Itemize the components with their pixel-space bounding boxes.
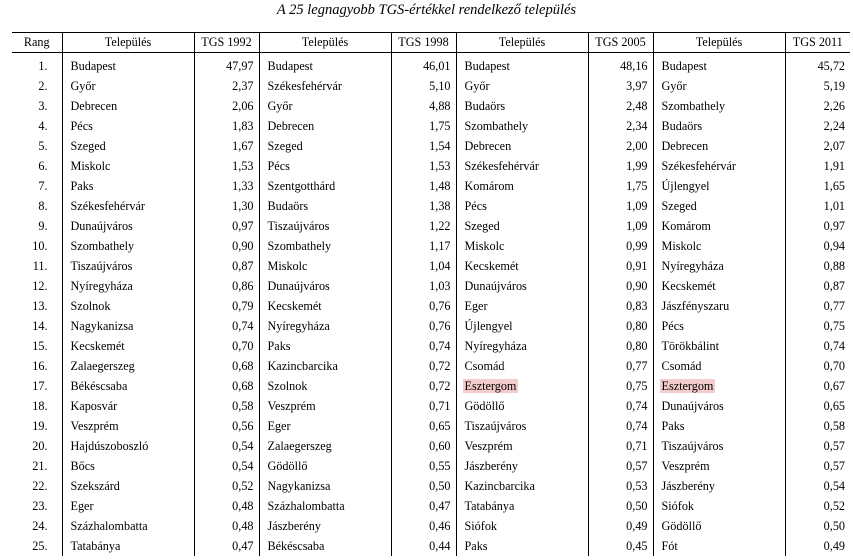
table-caption: A 25 legnagyobb TGS-értékkel rendelkező település xyxy=(276,2,577,18)
table-row xyxy=(12,256,850,276)
header-telepules-1998: Település xyxy=(259,33,391,53)
tgs-1992: 0,70 xyxy=(194,336,259,356)
tgs-2011: 45,72 xyxy=(785,53,850,77)
tgs-1992: 0,86 xyxy=(194,276,259,296)
city-2011 xyxy=(653,376,785,396)
city-1992: Debrecen xyxy=(62,96,194,116)
city-1998: Győr xyxy=(259,96,391,116)
tgs-1998: 1,75 xyxy=(391,116,456,136)
tgs-1992: 0,48 xyxy=(194,516,259,536)
rank-cell: 12. xyxy=(32,278,48,293)
city-2011: Szeged xyxy=(653,196,785,216)
tgs-1998: 0,74 xyxy=(391,336,456,356)
rank-cell: 5. xyxy=(38,138,48,153)
city-1992: Miskolc xyxy=(62,156,194,176)
city-1992: Tatabánya xyxy=(62,536,194,556)
table-row xyxy=(12,136,850,156)
tgs-1998: 0,60 xyxy=(391,436,456,456)
city-1998: Százhalombatta xyxy=(259,496,391,516)
tgs-1992: 0,47 xyxy=(194,536,259,556)
city-2005: Paks xyxy=(456,536,588,556)
rank-cell: 15. xyxy=(32,338,48,353)
tgs-2011: 0,70 xyxy=(785,356,850,376)
rank-cell: 10. xyxy=(32,238,48,253)
header-tgs-1992: TGS 1992 xyxy=(194,33,259,53)
tgs-2011: 5,19 xyxy=(785,76,850,96)
tgs-1992: 1,53 xyxy=(194,156,259,176)
table-row xyxy=(12,356,850,376)
tgs-1992: 0,58 xyxy=(194,396,259,416)
tgs-1992: 0,52 xyxy=(194,476,259,496)
city-1998: Szombathely xyxy=(259,236,391,256)
city-1992: Szekszárd xyxy=(62,476,194,496)
tgs-2005: 0,99 xyxy=(588,236,653,256)
table-row xyxy=(12,236,850,256)
tgs-1992: 1,67 xyxy=(194,136,259,156)
tgs-1992: 0,90 xyxy=(194,236,259,256)
city-2011: Debrecen xyxy=(653,136,785,156)
tgs-2011: 0,57 xyxy=(785,436,850,456)
table-row xyxy=(12,496,850,516)
city-1992: Budapest xyxy=(62,53,194,77)
tgs-2011: 0,49 xyxy=(785,536,850,556)
city-2011: Gödöllő xyxy=(653,516,785,536)
rank-cell: 2. xyxy=(38,78,48,93)
tgs-2005: 0,91 xyxy=(588,256,653,276)
tgs-2005: 0,45 xyxy=(588,536,653,556)
tgs-2005: 0,71 xyxy=(588,436,653,456)
tgs-2011: 0,54 xyxy=(785,476,850,496)
tgs-2005: 2,48 xyxy=(588,96,653,116)
tgs-1998: 1,54 xyxy=(391,136,456,156)
tgs-1992: 0,54 xyxy=(194,456,259,476)
city-1992: Eger xyxy=(62,496,194,516)
city-2011: Veszprém xyxy=(653,456,785,476)
tgs-1992: 1,83 xyxy=(194,116,259,136)
city-2005: Debrecen xyxy=(456,136,588,156)
header-tgs-1998: TGS 1998 xyxy=(391,33,456,53)
city-2011: Komárom xyxy=(653,216,785,236)
city-2005: Veszprém xyxy=(456,436,588,456)
city-2005: Nyíregyháza xyxy=(456,336,588,356)
rank-cell: 9. xyxy=(38,218,48,233)
city-2005: Tatabánya xyxy=(456,496,588,516)
tgs-1998: 1,04 xyxy=(391,256,456,276)
city-2005: Székesfehérvár xyxy=(456,156,588,176)
tgs-2005: 0,57 xyxy=(588,456,653,476)
city-1998: Nyíregyháza xyxy=(259,316,391,336)
header-tgs-2005: TGS 2005 xyxy=(588,33,653,53)
city-1992: Szolnok xyxy=(62,296,194,316)
tgs-2011: 0,97 xyxy=(785,216,850,236)
city-2011: Székesfehérvár xyxy=(653,156,785,176)
tgs-1998: 1,48 xyxy=(391,176,456,196)
tgs-2011: 0,87 xyxy=(785,276,850,296)
city-2011: Csomád xyxy=(653,356,785,376)
city-1998: Gödöllő xyxy=(259,456,391,476)
city-1992: Zalaegerszeg xyxy=(62,356,194,376)
city-2011: Dunaújváros xyxy=(653,396,785,416)
city-2011: Fót xyxy=(653,536,785,556)
city-1992: Nyíregyháza xyxy=(62,276,194,296)
table-row xyxy=(12,416,850,436)
tgs-1998: 1,22 xyxy=(391,216,456,236)
city-2011: Budaörs xyxy=(653,116,785,136)
city-1998: Eger xyxy=(259,416,391,436)
table-row xyxy=(12,196,850,216)
city-1998: Jászberény xyxy=(259,516,391,536)
city-1998: Veszprém xyxy=(259,396,391,416)
table-row xyxy=(12,296,850,316)
tgs-2011: 2,26 xyxy=(785,96,850,116)
table-row xyxy=(12,456,850,476)
tgs-2005: 0,74 xyxy=(588,396,653,416)
tgs-2005: 2,00 xyxy=(588,136,653,156)
tgs-1998: 4,88 xyxy=(391,96,456,116)
rank-cell: 13. xyxy=(32,298,48,313)
city-1998: Nagykanizsa xyxy=(259,476,391,496)
table-row xyxy=(12,116,850,136)
rank-cell: 23. xyxy=(32,498,48,513)
tgs-1992: 0,97 xyxy=(194,216,259,236)
tgs-1998: 0,65 xyxy=(391,416,456,436)
city-1992: Szeged xyxy=(62,136,194,156)
city-1992: Székesfehérvár xyxy=(62,196,194,216)
city-2005: Komárom xyxy=(456,176,588,196)
city-1998: Szolnok xyxy=(259,376,391,396)
tgs-1992: 0,74 xyxy=(194,316,259,336)
tgs-2011: 0,50 xyxy=(785,516,850,536)
tgs-2005: 0,80 xyxy=(588,336,653,356)
city-2011: Újlengyel xyxy=(653,176,785,196)
city-1992: Kecskemét xyxy=(62,336,194,356)
table-row xyxy=(12,216,850,236)
tgs-1998: 0,76 xyxy=(391,296,456,316)
tgs-1998: 1,17 xyxy=(391,236,456,256)
table-row xyxy=(12,53,850,77)
city-2005: Kecskemét xyxy=(456,256,588,276)
tgs-2005: 0,83 xyxy=(588,296,653,316)
city-1992: Pécs xyxy=(62,116,194,136)
rank-cell: 17. xyxy=(32,378,48,393)
tgs-2011: 0,74 xyxy=(785,336,850,356)
city-1998: Budaörs xyxy=(259,196,391,216)
city-2011: Miskolc xyxy=(653,236,785,256)
city-1998: Szentgotthárd xyxy=(259,176,391,196)
tgs-2005: 0,90 xyxy=(588,276,653,296)
city-1998: Zalaegerszeg xyxy=(259,436,391,456)
tgs-2011: 0,65 xyxy=(785,396,850,416)
city-2005: Győr xyxy=(456,76,588,96)
tgs-1998: 0,46 xyxy=(391,516,456,536)
city-2005: Dunaújváros xyxy=(456,276,588,296)
tgs-1992: 0,56 xyxy=(194,416,259,436)
city-1992: Veszprém xyxy=(62,416,194,436)
tgs-2005: 1,09 xyxy=(588,196,653,216)
city-2005: Tiszaújváros xyxy=(456,416,588,436)
header-telepules-2005: Település xyxy=(456,33,588,53)
table-row xyxy=(12,516,850,536)
tgs-2011: 0,67 xyxy=(785,376,850,396)
city-2005: Jászberény xyxy=(456,456,588,476)
tgs-1998: 1,03 xyxy=(391,276,456,296)
city-1992: Bőcs xyxy=(62,456,194,476)
rank-cell: 14. xyxy=(32,318,48,333)
header-rang: Rang xyxy=(12,33,62,53)
tgs-2011: 0,57 xyxy=(785,456,850,476)
city-1992: Tiszaújváros xyxy=(62,256,194,276)
city-1992: Százhalombatta xyxy=(62,516,194,536)
city-2005 xyxy=(456,376,588,396)
tgs-2005: 1,09 xyxy=(588,216,653,236)
tgs-2011: 2,07 xyxy=(785,136,850,156)
city-1992: Győr xyxy=(62,76,194,96)
tgs-2011: 1,65 xyxy=(785,176,850,196)
city-2005: Újlengyel xyxy=(456,316,588,336)
table-row xyxy=(12,436,850,456)
rank-cell: 18. xyxy=(32,398,48,413)
tgs-2005: 0,53 xyxy=(588,476,653,496)
city-1998: Paks xyxy=(259,336,391,356)
city-2011: Paks xyxy=(653,416,785,436)
rank-cell: 6. xyxy=(38,158,48,173)
table-row xyxy=(12,336,850,356)
city-2011: Pécs xyxy=(653,316,785,336)
tgs-2005: 0,80 xyxy=(588,316,653,336)
city-1998: Székesfehérvár xyxy=(259,76,391,96)
tgs-1992: 0,68 xyxy=(194,376,259,396)
tgs-2011: 1,91 xyxy=(785,156,850,176)
table-row xyxy=(12,476,850,496)
city-1992: Paks xyxy=(62,176,194,196)
city-1998: Szeged xyxy=(259,136,391,156)
tgs-1998: 1,53 xyxy=(391,156,456,176)
rank-cell: 8. xyxy=(38,198,48,213)
city-1998: Pécs xyxy=(259,156,391,176)
city-1998: Kazincbarcika xyxy=(259,356,391,376)
table-row xyxy=(12,536,850,556)
city-2011: Siófok xyxy=(653,496,785,516)
city-2011: Budapest xyxy=(653,53,785,77)
city-1998: Debrecen xyxy=(259,116,391,136)
city-1998: Békéscsaba xyxy=(259,536,391,556)
table-row xyxy=(12,96,850,116)
city-2005: Szombathely xyxy=(456,116,588,136)
city-2011: Kecskemét xyxy=(653,276,785,296)
header-telepules-1992: Település xyxy=(62,33,194,53)
city-2011: Tiszaújváros xyxy=(653,436,785,456)
city-2005: Miskolc xyxy=(456,236,588,256)
table-body xyxy=(12,53,850,557)
tgs-1992: 0,87 xyxy=(194,256,259,276)
tgs-2005: 3,97 xyxy=(588,76,653,96)
rank-cell: 24. xyxy=(32,518,48,533)
tgs-1998: 0,50 xyxy=(391,476,456,496)
tgs-2005: 0,75 xyxy=(588,376,653,396)
header-tgs-2011: TGS 2011 xyxy=(785,33,850,53)
tgs-1998: 0,76 xyxy=(391,316,456,336)
tgs-2005: 2,34 xyxy=(588,116,653,136)
tgs-2011: 0,75 xyxy=(785,316,850,336)
tgs-1998: 0,71 xyxy=(391,396,456,416)
tgs-ranking-table xyxy=(12,32,850,556)
tgs-2005: 0,74 xyxy=(588,416,653,436)
city-1992: Dunaújváros xyxy=(62,216,194,236)
tgs-1992: 0,54 xyxy=(194,436,259,456)
table-row xyxy=(12,276,850,296)
city-1998: Miskolc xyxy=(259,256,391,276)
tgs-1992: 0,79 xyxy=(194,296,259,316)
city-2005: Gödöllő xyxy=(456,396,588,416)
city-2005: Siófok xyxy=(456,516,588,536)
city-1992: Szombathely xyxy=(62,236,194,256)
city-1992: Nagykanizsa xyxy=(62,316,194,336)
tgs-2005: 0,50 xyxy=(588,496,653,516)
city-2005: Kazincbarcika xyxy=(456,476,588,496)
tgs-1998: 0,72 xyxy=(391,376,456,396)
rank-cell: 11. xyxy=(32,258,48,273)
tgs-2005: 0,77 xyxy=(588,356,653,376)
city-2005: Eger xyxy=(456,296,588,316)
tgs-1992: 2,37 xyxy=(194,76,259,96)
city-1992: Hajdúszoboszló xyxy=(62,436,194,456)
tgs-2011: 1,01 xyxy=(785,196,850,216)
city-1998: Tiszaújváros xyxy=(259,216,391,236)
tgs-1998: 0,47 xyxy=(391,496,456,516)
tgs-1998: 1,38 xyxy=(391,196,456,216)
tgs-2011: 0,52 xyxy=(785,496,850,516)
tgs-2005: 0,49 xyxy=(588,516,653,536)
rank-cell: 20. xyxy=(32,438,48,453)
rank-cell: 25. xyxy=(32,538,48,553)
tgs-1998: 0,44 xyxy=(391,536,456,556)
table-row xyxy=(12,316,850,336)
table-row xyxy=(12,176,850,196)
city-2005: Csomád xyxy=(456,356,588,376)
tgs-2011: 0,77 xyxy=(785,296,850,316)
rank-cell: 1. xyxy=(38,58,48,73)
rank-cell: 19. xyxy=(32,418,48,433)
tgs-1998: 46,01 xyxy=(391,53,456,77)
rank-cell: 3. xyxy=(38,98,48,113)
city-2011: Jászberény xyxy=(653,476,785,496)
tgs-1992: 1,30 xyxy=(194,196,259,216)
tgs-1998: 0,72 xyxy=(391,356,456,376)
table-row xyxy=(12,76,850,96)
tgs-2005: 1,75 xyxy=(588,176,653,196)
city-1998: Dunaújváros xyxy=(259,276,391,296)
city-2011: Jászfényszaru xyxy=(653,296,785,316)
tgs-1992: 0,68 xyxy=(194,356,259,376)
highlighted-city: Esztergom xyxy=(464,378,517,393)
rank-cell: 21. xyxy=(32,458,48,473)
city-2011: Törökbálint xyxy=(653,336,785,356)
rank-cell: 7. xyxy=(38,178,48,193)
tgs-2005: 48,16 xyxy=(588,53,653,77)
city-2011: Szombathely xyxy=(653,96,785,116)
city-2005: Szeged xyxy=(456,216,588,236)
tgs-1998: 5,10 xyxy=(391,76,456,96)
city-2005: Budapest xyxy=(456,53,588,77)
city-1992: Kaposvár xyxy=(62,396,194,416)
rank-cell: 22. xyxy=(32,478,48,493)
table-row xyxy=(12,156,850,176)
table-row xyxy=(12,396,850,416)
tgs-1992: 1,33 xyxy=(194,176,259,196)
tgs-2011: 0,88 xyxy=(785,256,850,276)
highlighted-city: Esztergom xyxy=(661,378,714,393)
tgs-2005: 1,99 xyxy=(588,156,653,176)
tgs-2011: 0,58 xyxy=(785,416,850,436)
city-2011: Győr xyxy=(653,76,785,96)
city-1998: Budapest xyxy=(259,53,391,77)
city-2005: Budaörs xyxy=(456,96,588,116)
city-2011: Nyíregyháza xyxy=(653,256,785,276)
rank-cell: 16. xyxy=(32,358,48,373)
tgs-2011: 2,24 xyxy=(785,116,850,136)
tgs-2011: 0,94 xyxy=(785,236,850,256)
tgs-1998: 0,55 xyxy=(391,456,456,476)
header-row xyxy=(12,33,850,53)
city-2005: Pécs xyxy=(456,196,588,216)
tgs-1992: 0,48 xyxy=(194,496,259,516)
tgs-1992: 47,97 xyxy=(194,53,259,77)
city-1992: Békéscsaba xyxy=(62,376,194,396)
table-row xyxy=(12,376,850,396)
header-telepules-2011: Település xyxy=(653,33,785,53)
tgs-1992: 2,06 xyxy=(194,96,259,116)
rank-cell: 4. xyxy=(38,118,48,133)
city-1998: Kecskemét xyxy=(259,296,391,316)
